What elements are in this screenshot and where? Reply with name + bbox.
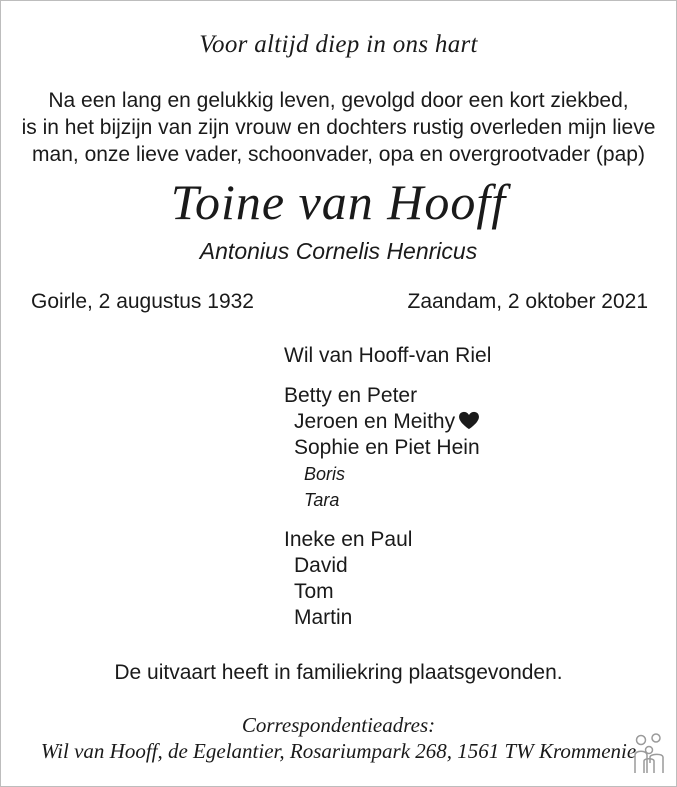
intro-line-3: man, onze lieve vader, schoonvader, opa en overgrootvader (pap) [32, 143, 645, 166]
family-group1-child2: Sophie en Piet Hein [294, 436, 480, 459]
family-group1-child-row [284, 409, 491, 435]
deceased-name: Toine van Hooff [170, 174, 507, 230]
death-place-date: Zaandam, 2 oktober 2021 [407, 290, 648, 313]
family-group1-grandchild1: Boris [304, 464, 346, 484]
intro-text [1, 87, 676, 168]
deceased-full-name: Antonius Cornelis Henricus [199, 238, 478, 264]
correspondence-address: Wil van Hooff, de Egelantier, Rosariumpark 268, 1561 TW Krommenie [40, 739, 637, 763]
birth-place-date: Goirle, 2 augustus 1932 [31, 290, 254, 313]
funeral-notice: De uitvaart heeft in familiekring plaatsgevonden. [114, 661, 563, 684]
intro-line-1: Na een lang en gelukkig leven, gevolgd door een kort ziekbed, [48, 89, 629, 112]
intro-line-2: is in het bijzijn van zijn vrouw en dochters rustig overleden mijn lieve [21, 116, 656, 139]
family-group1-child1: Jeroen en Meithy [294, 410, 456, 433]
heart-icon [458, 411, 480, 437]
motto: Voor altijd diep in ons hart [199, 31, 478, 58]
family-logo-icon [632, 733, 668, 780]
correspondence-label: Correspondentieadres: [241, 713, 436, 737]
family-group2-child1: David [294, 554, 348, 577]
family-group1-grandchild2: Tara [304, 490, 340, 510]
family-group2-parents: Ineke en Paul [284, 528, 413, 551]
family-group2-child2: Tom [294, 580, 334, 603]
family-list [284, 343, 491, 631]
family-group2-child3: Martin [294, 606, 353, 629]
family-wife: Wil van Hooff-van Riel [284, 344, 492, 367]
family-group1-parents: Betty en Peter [284, 384, 418, 407]
